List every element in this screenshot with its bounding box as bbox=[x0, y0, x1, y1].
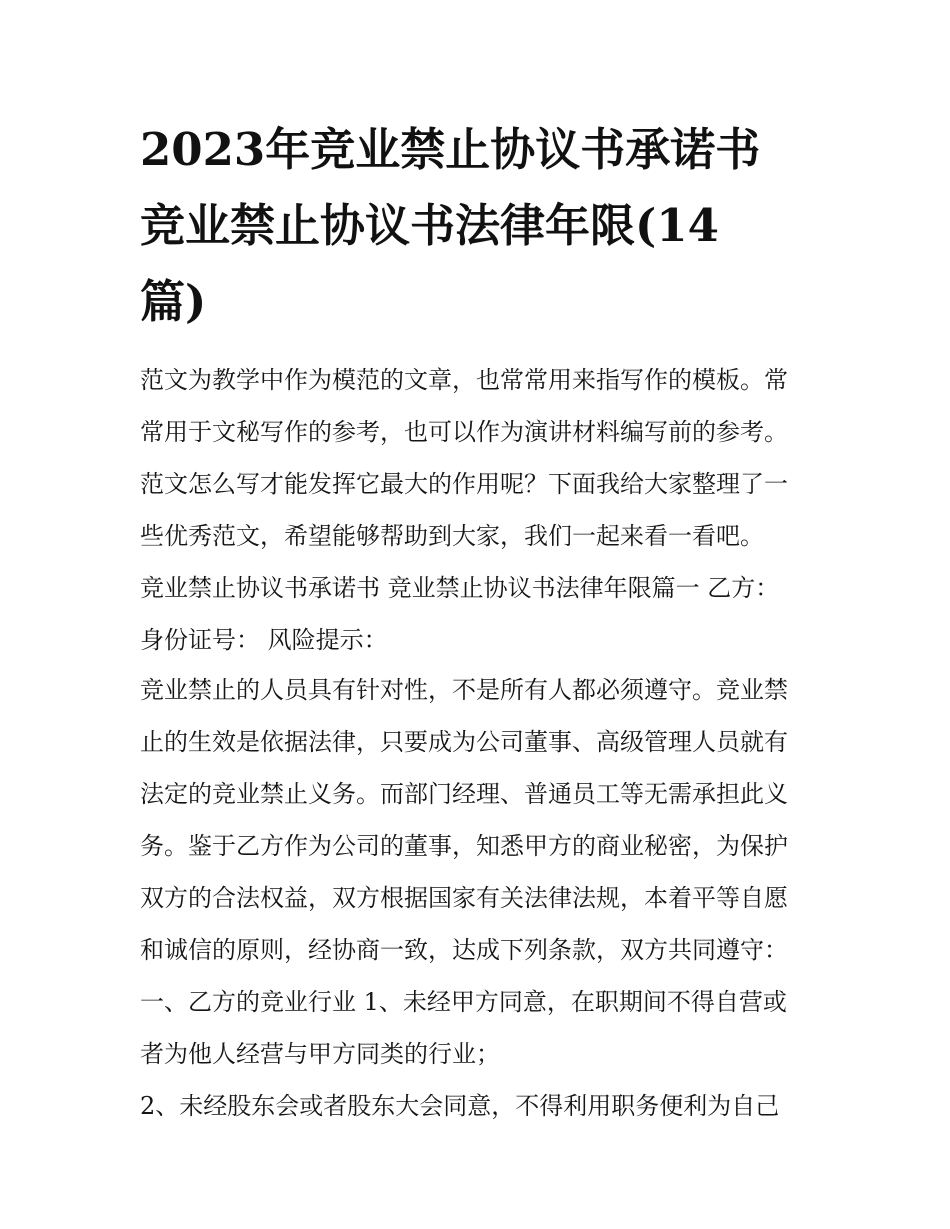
body-line: 和诚信的原则，经协商一致，达成下列条款，双方共同遵守： bbox=[140, 936, 788, 964]
body-line: 2、未经股东会或者股东大会同意，不得利用职务便利为自己 bbox=[140, 1092, 780, 1120]
body-line: 一、乙方的竞业行业 1、未经甲方同意，在职期间不得自营或 bbox=[140, 988, 787, 1016]
title-line-2: 竞业禁止协议书法律年限(14 bbox=[140, 199, 719, 252]
body-line: 双方的合法权益，双方根据国家有关法律法规，本着平等自愿 bbox=[140, 884, 788, 912]
body-line: 者为他人经营与甲方同类的行业； bbox=[140, 1040, 500, 1068]
body-line: 止的生效是依据法律，只要成为公司董事、高级管理人员就有 bbox=[140, 728, 788, 756]
body-line: 竞业禁止的人员具有针对性，不是所有人都必须遵守。竞业禁 bbox=[140, 676, 788, 704]
body-line: 范文为教学中作为模范的文章，也常常用来指写作的模板。常 bbox=[140, 366, 788, 394]
body-line: 些优秀范文，希望能够帮助到大家，我们一起来看一看吧。 bbox=[140, 522, 764, 550]
body-line: 范文怎么写才能发挥它最大的作用呢？下面我给大家整理了一 bbox=[140, 470, 788, 498]
document-body bbox=[140, 354, 830, 1132]
body-line: 身份证号： 风险提示： bbox=[140, 626, 388, 654]
title-line-1: 2023年竞业禁止协议书承诺书 bbox=[140, 123, 761, 176]
body-line: 法定的竞业禁止义务。而部门经理、普通员工等无需承担此义 bbox=[140, 780, 788, 808]
body-line: 务。鉴于乙方作为公司的董事，知悉甲方的商业秘密，为保护 bbox=[140, 832, 788, 860]
document-title bbox=[140, 112, 840, 340]
body-line: 竞业禁止协议书承诺书 竞业禁止协议书法律年限篇一 乙方： bbox=[140, 574, 780, 602]
title-line-3: 篇) bbox=[140, 275, 207, 328]
body-line: 常用于文秘写作的参考，也可以作为演讲材料编写前的参考。 bbox=[140, 418, 788, 446]
